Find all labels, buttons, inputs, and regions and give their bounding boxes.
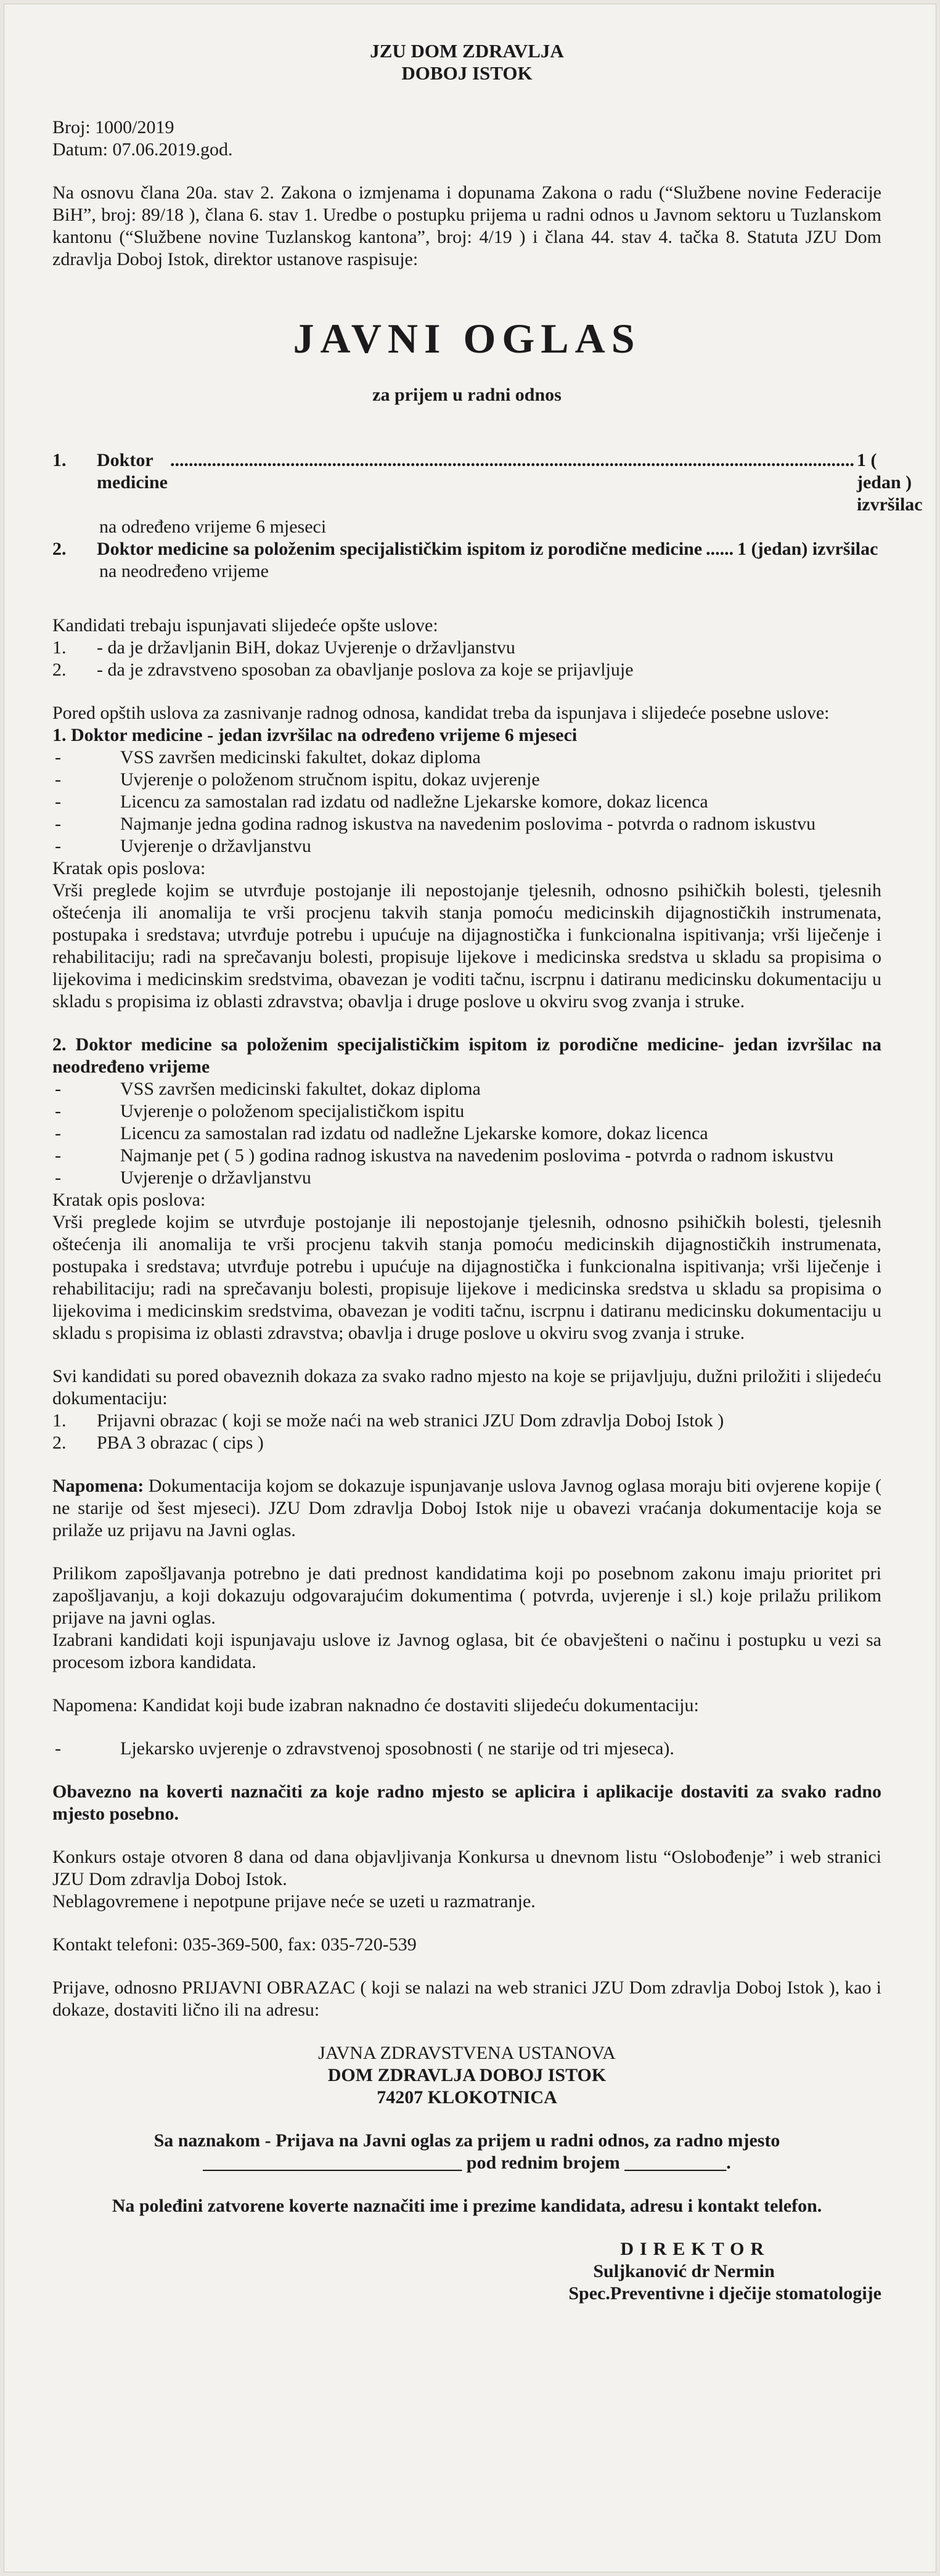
- list-text: PBA 3 obrazac ( cips ): [97, 1433, 264, 1453]
- selected-candidates-paragraph: Izabrani kandidati koji ispunjavaju uslove iz Javnog oglasa, bit će obavješteni o načinu i postupku u vezi sa procesom izbora kandidata.: [52, 1630, 881, 1672]
- list-number: 1.: [52, 637, 67, 658]
- list-number: 1.: [52, 1410, 67, 1431]
- org-name-line2: DOBOJ ISTOK: [401, 62, 533, 84]
- org-name-line1: JZU DOM ZDRAVLJA: [370, 40, 564, 62]
- envelope-mark-line2: ____________________________ pod rednim brojem ___________.: [203, 2153, 731, 2173]
- contact-info: Kontakt telefoni: 035-369-500, fax: 035-720-539: [52, 1934, 417, 1955]
- position-name: Doktor medicine sa položenim specijalističkim ispitom iz porodične medicine: [97, 539, 703, 559]
- job2-requirement: - Najmanje pet ( 5 ) godina radnog iskustva na navedenim poslovima - potvrda o radnom iskustvu: [55, 1145, 834, 1166]
- requirement-text: Licencu za samostalan rad izdatu od nadležne Ljekarske komore, dokaz licenca: [120, 1123, 708, 1143]
- signature-name: Suljkanović dr Nermin: [593, 2261, 775, 2281]
- later-document-item: - Ljekarsko uvjerenje o zdravstvenoj sposobnosti ( ne starije od tri mjeseca).: [55, 1738, 674, 1759]
- address-line3: 74207 KLOKOTNICA: [377, 2087, 557, 2108]
- address-line1: JAVNA ZDRAVSTVENA USTANOVA: [318, 2043, 616, 2063]
- position-number: 1.: [52, 450, 67, 470]
- position-leader-dots: ......: [706, 539, 734, 559]
- list-number: 2.: [52, 660, 67, 680]
- requirement-text: Uvjerenje o državljanstvu: [120, 1167, 311, 1188]
- job2-heading: 2. Doktor medicine sa položenim specijalističkim ispitom iz porodične medicine- jedan izvršilac na neodređeno vrijeme: [52, 1034, 881, 1077]
- envelope-instruction: Obavezno na koverti naznačiti za koje radno mjesto se aplicira i aplikacije dostaviti za svako radno mjesto posebno.: [52, 1781, 881, 1824]
- envelope-mark-line1: Sa naznakom - Prijava na Javni oglas za prijem u radni odnos, za radno mjesto: [153, 2130, 780, 2151]
- job1-heading: 1. Doktor medicine - jedan izvršilac na određeno vrijeme 6 mjeseci: [52, 725, 578, 745]
- note-label: Napomena:: [52, 1476, 144, 1496]
- position-count: 1 ( jedan ) izvršilac: [856, 450, 923, 515]
- signature-title: DIREKTOR: [620, 2239, 770, 2259]
- special-conditions-intro: Pored opštih uslova za zasnivanje radnog odnosa, kandidat treba da ispunjava i slijedeće posebne uslove:: [52, 703, 830, 723]
- position-term: na neodređeno vrijeme: [99, 561, 269, 581]
- job1-description: Vrši preglede kojim se utvrđuje postojanje ili nepostojanje tjelesnih, odnosno psihičkih bolesti, tjelesnih oštećenja ili anomalija te vrši procjenu takvih stanja pomoću medicinskih dijagnostičkih instrumenata, postupaka i sredstava; utvrđuje potrebu i upućuje na dijagnostička i funkcionalna ispitivanja; vrši liječenje i rehabilitaciju; radi na sprečavanju bolesti, propisuje lijekove i medicinska sredstva u skladu sa propisima o lijekovima i medicinskim sredstvima, obavezan je voditi tačnu, iscrpnu i datiranu medicinsku dokumentaciju u skladu s propisima iz oblasti zdravstva; obavlja i druge poslove u okviru svog zvanja i struke.: [52, 880, 881, 1012]
- requirement-text: Najmanje jedna godina radnog iskustva na navedenim poslovima - potvrda o radnom iskustvu: [120, 814, 816, 834]
- note-text: Dokumentacija kojom se dokazuje ispunjavanje uslova Javnog oglasa moraju biti ovjerene kopije ( ne starije od šest mjeseci). JZU Dom zdravlja Doboj Istok nije u obavezi vraćanja dokumentacije koja se prilaže uz prijavu na Javni oglas.: [52, 1476, 881, 1540]
- list-text: Ljekarsko uvjerenje o zdravstvenoj sposobnosti ( ne starije od tri mjeseca).: [120, 1738, 674, 1759]
- page-subtitle: za prijem u radni odnos: [372, 385, 562, 405]
- position-name: Doktor medicine: [97, 450, 168, 493]
- requirement-text: Uvjerenje o državljanstvu: [120, 836, 311, 856]
- later-documents-note: Napomena: Kandidat koji bude izabran naknadno će dostaviti slijedeću dokumentaciju:: [52, 1695, 699, 1715]
- general-condition-2: [52, 659, 881, 681]
- job2-requirement: - Uvjerenje o državljanstvu: [55, 1167, 311, 1188]
- position-term: na određeno vrijeme 6 mjeseci: [99, 517, 327, 537]
- list-text: Prijavni obrazac ( koji se može naći na web stranici JZU Dom zdravlja Doboj Istok ): [97, 1410, 724, 1431]
- page-title: JAVNI OGLAS: [293, 315, 641, 362]
- job2-description: Vrši preglede kojim se utvrđuje postojanje ili nepostojanje tjelesnih, odnosno psihičkih bolesti, tjelesnih oštećenja ili anomalija te vrši procjenu takvih stanja pomoću medicinskih dijagnostičkih instrumenata, postupaka i sredstava; utvrđuje potrebu i upućuje na dijagnostička i funkcionalna ispitivanja; vrši liječenje i rehabilitaciju; radi na sprečavanju bolesti, propisuje lijekove i medicinska sredstva u skladu sa propisima o lijekovima i medicinskim sredstvima, obavezan je voditi tačnu, iscrpnu i datiranu medicinsku dokumentaciju u skladu s propisima iz oblasti zdravstva; obavlja i druge poslove u okviru svog zvanja i struke.: [52, 1212, 881, 1343]
- requirement-text: Uvjerenje o položenom specijalističkom ispitu: [120, 1101, 465, 1121]
- position-number: 2.: [52, 539, 67, 559]
- note-paragraph: [52, 1475, 881, 1542]
- position-leader-dots: ....................................................................................................................................................: [170, 450, 854, 470]
- job1-requirement: - Licencu za samostalan rad izdatu od nadležne Ljekarske komore, dokaz licenca: [55, 791, 708, 812]
- documents-intro: Svi kandidati su pored obaveznih dokaza za svako radno mjesto na koje se prijavljuju, dužni priložiti i slijedeću dokumentaciju:: [52, 1366, 881, 1409]
- submission-paragraph: Prijave, odnosno PRIJAVNI OBRAZAC ( koji se nalazi na web stranici JZU Dom zdravlja Doboj Istok ), kao i dokaze, dostaviti lično ili na adresu:: [52, 1977, 881, 2020]
- document-date: Datum: 07.06.2019.god.: [52, 139, 233, 160]
- job2-description-label: Kratak opis poslova:: [52, 1190, 206, 1210]
- open-period-paragraph: Konkurs ostaje otvoren 8 dana od dana objavljivanja Konkursa u dnevnom listu “Oslobođenje” i web stranici JZU Dom zdravlja Doboj Istok.: [52, 1847, 881, 1889]
- list-text: - da je državljanin BiH, dokaz Uvjerenje o državljanstvu: [97, 637, 515, 658]
- incomplete-applications-note: Neblagovremene i nepotpune prijave neće se uzeti u razmatranje.: [52, 1891, 536, 1912]
- job-advertisement-page: [4, 4, 936, 2572]
- legal-basis-paragraph: Na osnovu člana 20a. stav 2. Zakona o izmjenama i dopunama Zakona o radu (“Službene novine Federacije BiH”, broj: 89/18 ), člana 6. stav 1. Uredbe o postupku prijema u radni odnos u Javnom sektoru u Tuzlanskom kantonu (“Službene novine Tuzlanskog kantona”, broj: 4/19 ) i člana 44. stav 4. tačka 8. Statuta JZU Dom zdravlja Doboj Istok, direktor ustanove raspisuje:: [52, 182, 881, 269]
- requirement-text: VSS završen medicinski fakultet, dokaz diploma: [120, 747, 481, 767]
- signature-block: [52, 2238, 881, 2361]
- general-conditions-intro: Kandidati trebaju ispunjavati slijedeće opšte uslove:: [52, 615, 438, 636]
- signature-role: Spec.Preventivne i dječije stomatologije: [568, 2283, 881, 2304]
- job1-requirement: - Uvjerenje o položenom stručnom ispitu, dokaz uvjerenje: [55, 769, 540, 790]
- job2-requirement: - VSS završen medicinski fakultet, dokaz diploma: [55, 1079, 481, 1099]
- job1-requirement: - Uvjerenje o državljanstvu: [55, 836, 311, 856]
- requirement-text: Uvjerenje o položenom stručnom ispitu, dokaz uvjerenje: [120, 769, 540, 790]
- requirement-text: Najmanje pet ( 5 ) godina radnog iskustva na navedenim poslovima - potvrda o radnom iskustvu: [120, 1145, 834, 1166]
- back-of-envelope-note: Na poleđini zatvorene koverte naznačiti ime i prezime kandidata, adresu i kontakt telefon.: [112, 2196, 822, 2216]
- job2-requirement: - Licencu za samostalan rad izdatu od nadležne Ljekarske komore, dokaz licenca: [55, 1123, 708, 1143]
- address-line2: DOM ZDRAVLJA DOBOJ ISTOK: [327, 2065, 607, 2085]
- list-text: - da je zdravstveno sposoban za obavljanje poslova za koje se prijavljuje: [97, 660, 634, 680]
- requirement-text: Licencu za samostalan rad izdatu od nadležne Ljekarske komore, dokaz licenca: [120, 791, 708, 812]
- job1-description-label: Kratak opis poslova:: [52, 858, 206, 878]
- document-item-2: [52, 1432, 881, 1454]
- general-condition-1: [52, 637, 881, 659]
- document-item-1: [52, 1410, 881, 1432]
- priority-paragraph: Prilikom zapošljavanja potrebno je dati prednost kandidatima koji po posebnom zakonu imaju prioritet pri zapošljavanju, a koji dokazuju odgovarajućim dokumentima ( potvrda, uvjerenje i sl.) koje prilažu prilikom prijave na javni oglas.: [52, 1563, 881, 1628]
- position-count: 1 (jedan) izvršilac: [737, 539, 878, 559]
- job2-requirement: - Uvjerenje o položenom specijalističkom ispitu: [55, 1101, 465, 1121]
- position-item-1: [52, 449, 923, 538]
- document-number: Broj: 1000/2019: [52, 117, 174, 137]
- job1-requirement: - VSS završen medicinski fakultet, dokaz diploma: [55, 747, 481, 767]
- list-number: 2.: [52, 1433, 67, 1453]
- position-item-2: [52, 538, 881, 583]
- job1-requirement: - Najmanje jedna godina radnog iskustva na navedenim poslovima - potvrda o radnom iskustvu: [55, 814, 816, 834]
- requirement-text: VSS završen medicinski fakultet, dokaz diploma: [120, 1079, 481, 1099]
